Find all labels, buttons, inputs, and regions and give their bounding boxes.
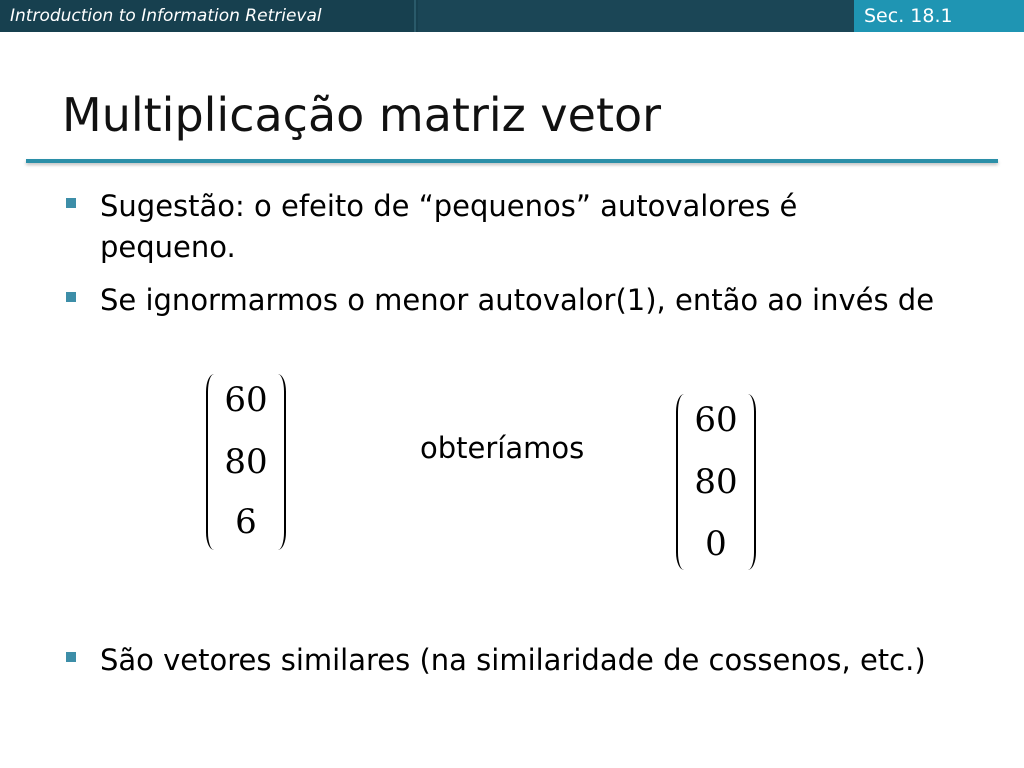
bullet-text: Sugestão: o efeito de “pequenos” autovalores é pequeno.: [100, 189, 798, 264]
vector-approximation: [676, 394, 756, 570]
vector-cell: 0: [705, 524, 727, 564]
title-divider: [26, 159, 998, 163]
vector-original: [206, 374, 286, 550]
bullet-text: Se ignormarmos o menor autovalor(1), então ao invés de: [100, 283, 935, 317]
vector-cell: 80: [694, 462, 738, 502]
bullet-square-icon: [66, 652, 76, 662]
header-spacer: [418, 0, 854, 32]
bullet-text: São vetores similares (na similaridade de cossenos, etc.): [100, 643, 926, 677]
course-title: Introduction to Information Retrieval: [0, 0, 416, 32]
bullet-square-icon: [66, 198, 76, 208]
slide-title: Multiplicação matriz vetor: [62, 88, 662, 142]
vector-cell: 80: [224, 442, 268, 482]
vector-cell: 6: [235, 502, 257, 542]
vector-cell: 60: [694, 400, 738, 440]
bullet-square-icon: [66, 292, 76, 302]
vector-cell: 60: [224, 380, 268, 420]
section-label: Sec. 18.1: [854, 0, 1024, 32]
header-bar: [0, 0, 1024, 32]
connector-text: obteríamos: [420, 431, 585, 465]
